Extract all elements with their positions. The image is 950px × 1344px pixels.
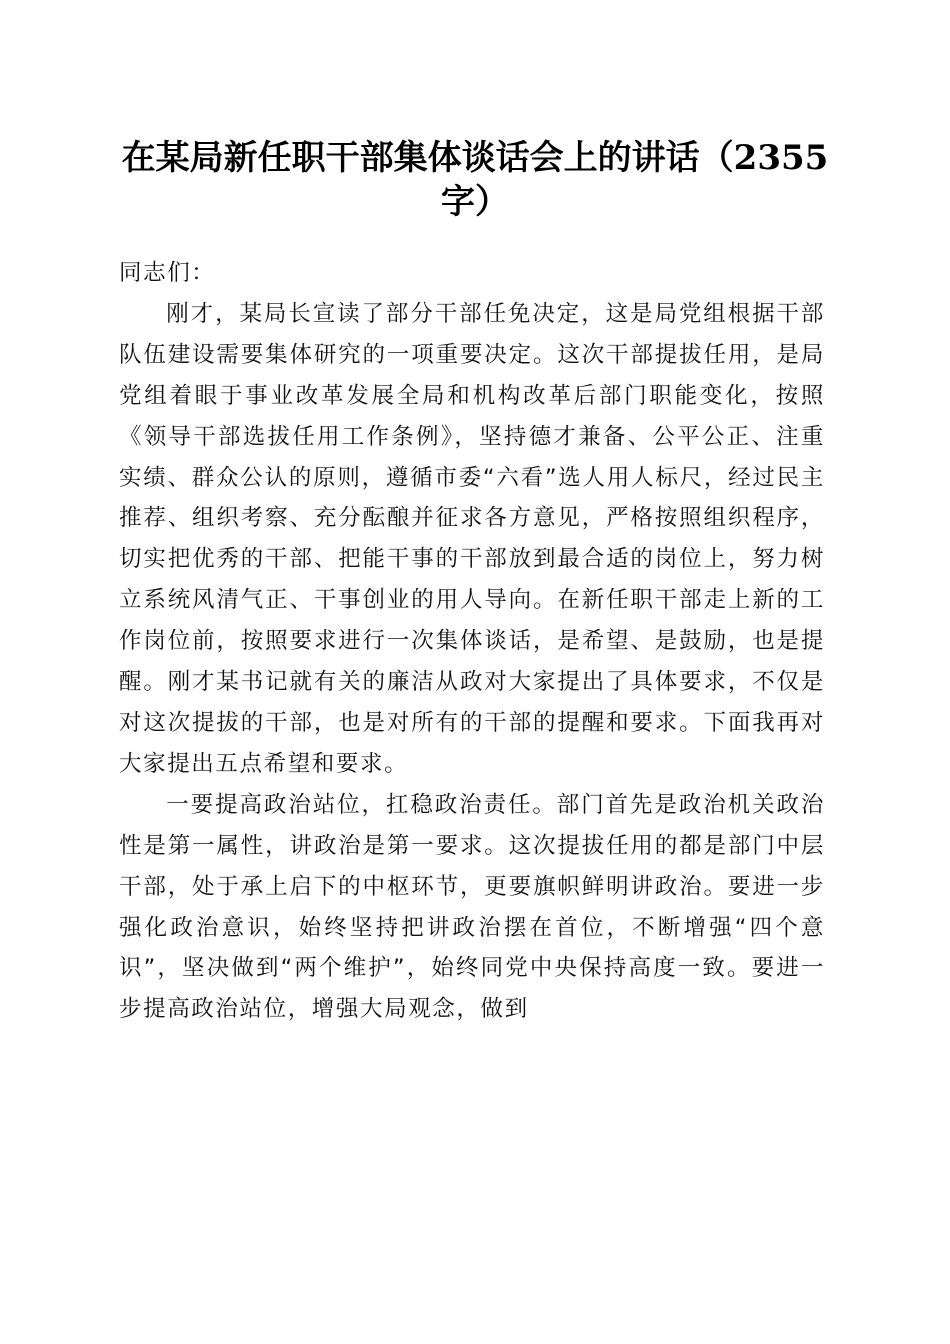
salutation: 同志们： [119, 260, 216, 286]
document-title: 在某局新任职干部集体谈话会上的讲话（2355字） [121, 138, 829, 222]
paragraph: 一要提高政治站位，扛稳政治责任。部门首先是政治机关政治性是第一属性，讲政治是第一要求。这次提拔任用的都是部门中层干部，处于承上启下的中枢环节，更要旗帜鲜明讲政治。要进一步强化政治意识，始终坚持把讲政治摆在首位，不断增强“四个意识”，坚决做到“两个维护”，始终同党中央保持高度一致。要进一步提高政治站位，增强大局观念，做到 [119, 791, 825, 1023]
document-body [119, 253, 825, 1030]
paragraph: 刚才，某局长宣读了部分干部任免决定，这是局党组根据干部队伍建设需要集体研究的一项重要决定。这次干部提拔任用，是局党组着眼于事业改革发展全局和机构改革后部门职能变化，按照《领导干部选拔任用工作条例》，坚持德才兼备、公平公正、注重实绩、群众公认的原则，遵循市委“六看”选人用人标尺，经过民主推荐、组织考察、充分酝酿并征求各方意见，严格按照组织程序，切实把优秀的干部、把能干事的干部放到最合适的岗位上，努力树立系统风清气正、干事创业的用人导向。在新任职干部走上新的工作岗位前，按照要求进行一次集体谈话，是希望、是鼓励，也是提醒。刚才某书记就有关的廉洁从政对大家提出了具体要求，不仅是对这次提拔的干部，也是对所有的干部的提醒和要求。下面我再对大家提出五点希望和要求。 [119, 300, 825, 777]
